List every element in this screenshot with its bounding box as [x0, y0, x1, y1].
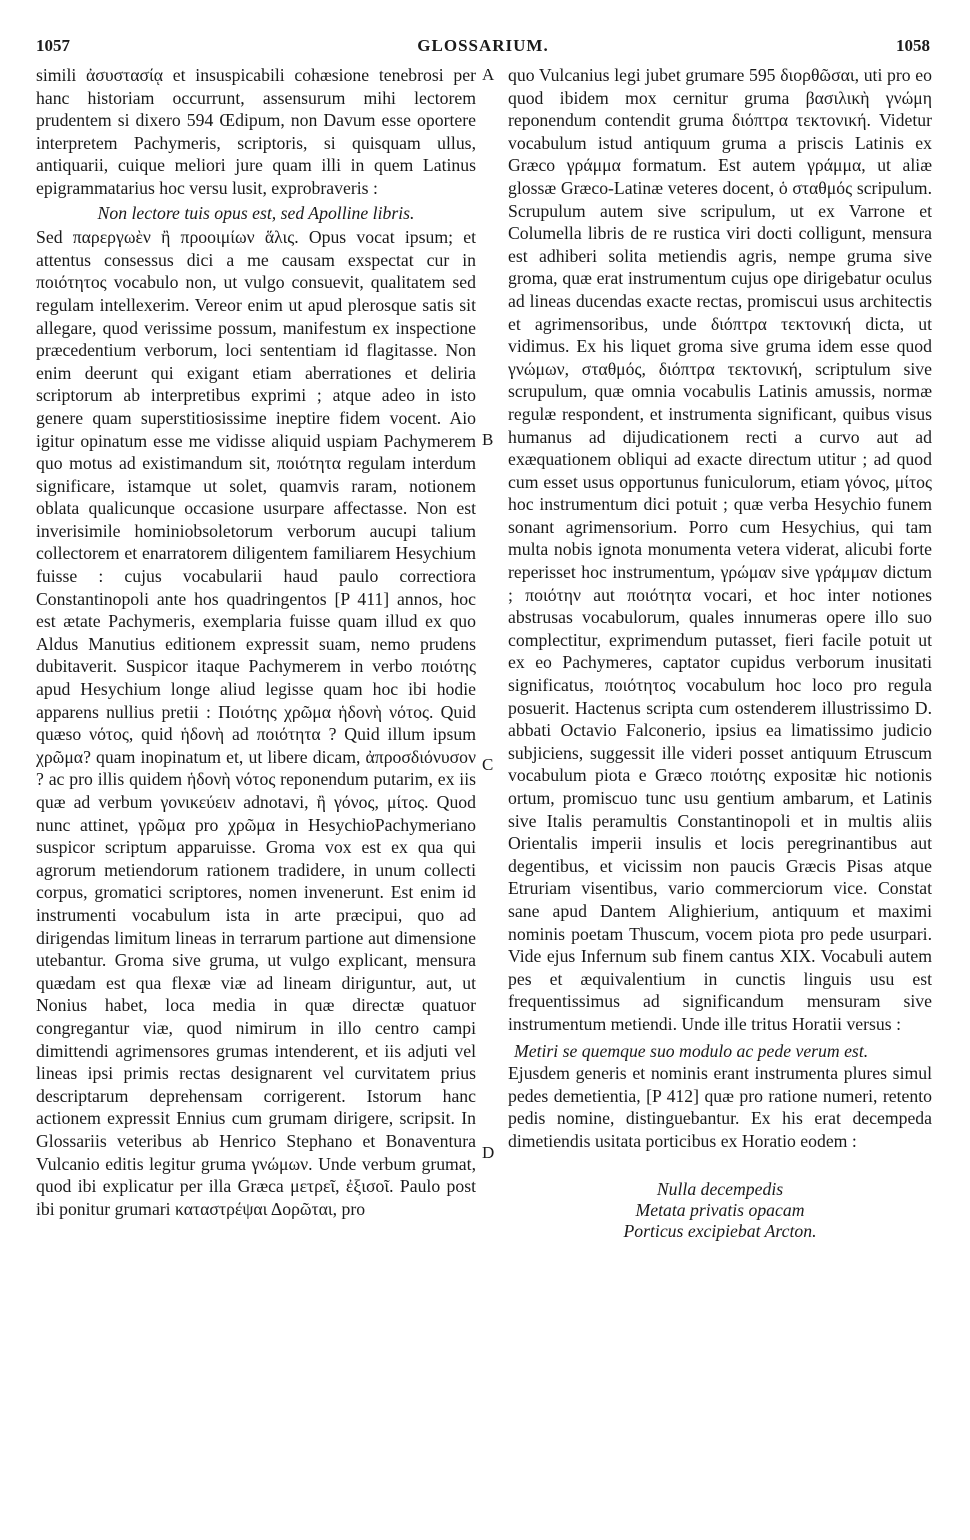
left-column: [36, 64, 476, 1474]
verse-line: Porticus excipiebat Arcton.: [623, 1220, 817, 1241]
page-number-right: 1058: [896, 36, 930, 55]
margin-letter-b: B: [482, 430, 494, 449]
margin-letter-c: C: [482, 755, 494, 774]
left-paragraph-2: Sed παρεργωὲν ἢ προοιμίων ἅλις. Opus vocat ipsum; et attentus consessus dici a me causam exspectat cur in ποιότητος vocabulo non, ut vulgo consuevit, qualitatem sed regulam intellexerim. Vereor enim ut apud plerosque satis sit allegare, quod verissime possum, manifestum ex inspectione præcedentium verborum, loci sententiam id flagitasse. Non enim deerunt qui exigant etiam aberrationes et deliria scriptorum ab interpretibus exprimi ; atque adeo in isto genere quam superstitiosissime ineptire fidem vocent. Aio igitur opinatum esse me vidisse aliquid uspiam Pachymerem quo motus ad existimandum sit, ποιότητα regulam interdum significare, istamque ut solet, quamvis raram, notionem oblata qualicunque occasione usurpare affectasse. Non est inverisimile hominiobsoletorum verborum aucupi talium collectorem et enarratorem diligentem familiarem Hesychium fuisse : cujus vocabularii haud paulo correctiora Constantinopoli ante hos quadringentos [P 411] annos, hoc est ætate Pachymeris, exemplaria fuisse quam illud ex quo Aldus Manutius editionem expressit suam, nemo prudens dubitaverit. Suspicor itaque Pachymerem in verbo ποιότης apud Hesychium longe aliud legisse quam hoc ibi hodie apparens nullius pretii : Ποιότης χρῶμα ἡδονὴ νότος. Quid quæso νότος, quid ἡδονὴ ad ποιότητα ? Quid illum ipsum χρῶμα? quam inopinatum et, ut libere dicam, ἀπροσδιόνυσον ? ac pro illis quidem ἡδονὴ νότος reponendum putarim, ex iis quæ ad verbum γονικεύειν adnotavi, ἢ γόνος, μίτος. Quod nunc attinet, γρῶμα pro χρῶμα in HesychioPachymeriano suspicor scriptum apparuisse. Groma vox est ex qua qui agrorum metiendorum rationem tradidere, in unum collecti corpus, gromatici scriptores, nomen invenerunt. Est enim id instrumenti vocabulum ista in arte præcipui, quo ad dirigendas limitum lineas in terrarum partione aut dimensione utebantur. Groma sive gruma, ut vulgo explicant, mensura quædam est qua flexæ viæ ad lineam diriguntur, aut, ut Nonius habet, loca media in quæ directæ quatuor congregantur viæ, quod nimirum in illo centro campi dimittendi agrimensores grumas intenderent, et iis adjuti vel lineas ipsi primis rectas designarent vel curvitatem prius descriptarum deprehensam corrigerent. Istorum hanc actionem expressit Ennius cum grumam dirigere, scripsit. In Glossariis veteribus ab Henrico Stephano et Bonaventura Vulcanio editis legitur gruma γνώμων. Unde verbum grumat, quod ibi explicatur per illa Græca μετρεῖ, ἐξισοῖ. Paulo post ibi ponitur grumari καταστρέψαι Δορῶται, pro: [36, 227, 476, 1219]
left-block-quote: Non lectore tuis opus est, sed Apolline libris.: [97, 202, 415, 223]
running-title: GLOSSARIUM.: [417, 36, 549, 55]
horace-verse: [508, 1179, 932, 1242]
right-column: [508, 64, 932, 1474]
left-paragraph-1: simili ἀσυστασίᾳ et insuspicabili cohæsione tenebrosi per hanc historiam occurrunt, assensurum mihi lectorem prudentem si dixero 594 Œdipum, non Davum esse oportere interpretem Pachymeris, scriptoris, si quisquam ullus, antiquarii, cuique meliori jure quam illi in quem Latinus epigrammatarius hoc versu lusit, exprobraveris :: [36, 65, 476, 198]
running-header: [36, 36, 930, 58]
margin-letter-d: D: [482, 1143, 495, 1162]
right-paragraph-2: Ejusdem generis et nominis erant instrumenta plures simul pedes demetientia, [P 412] quæ pro ratione numeri, retento pedis nomine, distinguebantur. Ex his erat decempeda dimetiendis usitata porticibus ex Horatio eodem :: [508, 1063, 932, 1151]
margin-letter-a: A: [482, 65, 495, 84]
right-verse-quote: Metiri se quemque suo modulo ac pede verum est.: [514, 1040, 869, 1061]
page-number-left: 1057: [36, 36, 70, 55]
verse-line: Metata privatis opacam: [635, 1199, 805, 1220]
right-paragraph-1: quo Vulcanius legi jubet grumare 595 διορθῶσαι, uti pro eo quod ibidem mox cernitur gruma βασιλικὴ γνώμη reponendum contendit gruma διόπτρα τεκτονική. Videtur vocabulum istud antiquum gruma a priscis Latinis ex Græco γράμμα formatum. Est autem γράμμα, ut aliæ glossæ Græco-Latinæ veteres docent, ὁ σταθμός scripulum. Scrupulum autem sive scripulum, ut ex Varrone et Columella libris de re rustica viri docti colligunt, mensura est adhiberi solita metiendis agris, nempe gruma sive groma, quæ erat instrumentum cujus ope dirigebatur oculus ad lineas ducendas exacte rectas, promiscui usus architectis et agrimensoribus, unde διόπτρα τεκτονική dicta, ut vidimus. Ex his liquet groma sive gruma idem esse quod γνώμων, σταθμός, διόπτρα τεκτονική, scriptulum sive scrupulum, quæ omnia vocabulis Latinis amussis, normæ regulæ respondent, et instrumenta significant, quibus visus humanus ad dijudicationem recti a curvo aut ad exæquationem obliqui ad exacte directum utitur ; ad quod cum esset usus opportunus funiculorum, etiam γόνος, μίτος hoc instrumentum dici potuit ; quæ verba Hesychio funem sonant agrimensorium. Porro cum Hesychius, qui tam multa nobis ignota monumenta vetera viderat, alicubi forte reperisset hoc instrumentum, γρώμαν sive γράμμαν dictum ; ποιότην aut ποιότητα vocari, et hoc inter notiones abstrusas vocabulorum, quales innumeras opere illo suo complectitur, exprimendum putasset, fieri facile potuit ut ex eo Pachymeres, captator cupidus verborum inusitati significatus, ποιότητος vocabulum hoc loco pro regula posuerit. Hactenus scripta cum ostenderem illustrissimo D. abbati Octavio Falconerio, ipsius ea limatissimo judicio subjiciens, suggessit ille videri posset antiquum Etruscum vocabulum piota e Græco ποιότης expositæ hic notionis ortum, promiscuo tunc usu gentium ambarum, et Latinis sive Italis peramultis Constantinopoli et in multis aliis Orientalis imperii insulis et locis peregrinantibus aut degentibus, et vicissim non paucis Græcis Pisas atque Etruriam visentibus, vario commerciorum vice. Constat sane apud Dantem Alighierium, antiquum et maximi nominis poetam Thuscum, vocem piota pro pede usurpari. Vide ejus Infernum sub finem cantus XIX. Vocabuli autem pes et æquivalentium in cunctis linguis usu est frequentissimus ad significandum mensuram sive instrumentum metiendi. Unde ille tritus Horatii versus :: [508, 65, 932, 1034]
verse-line: Nulla decempedis: [656, 1178, 784, 1199]
